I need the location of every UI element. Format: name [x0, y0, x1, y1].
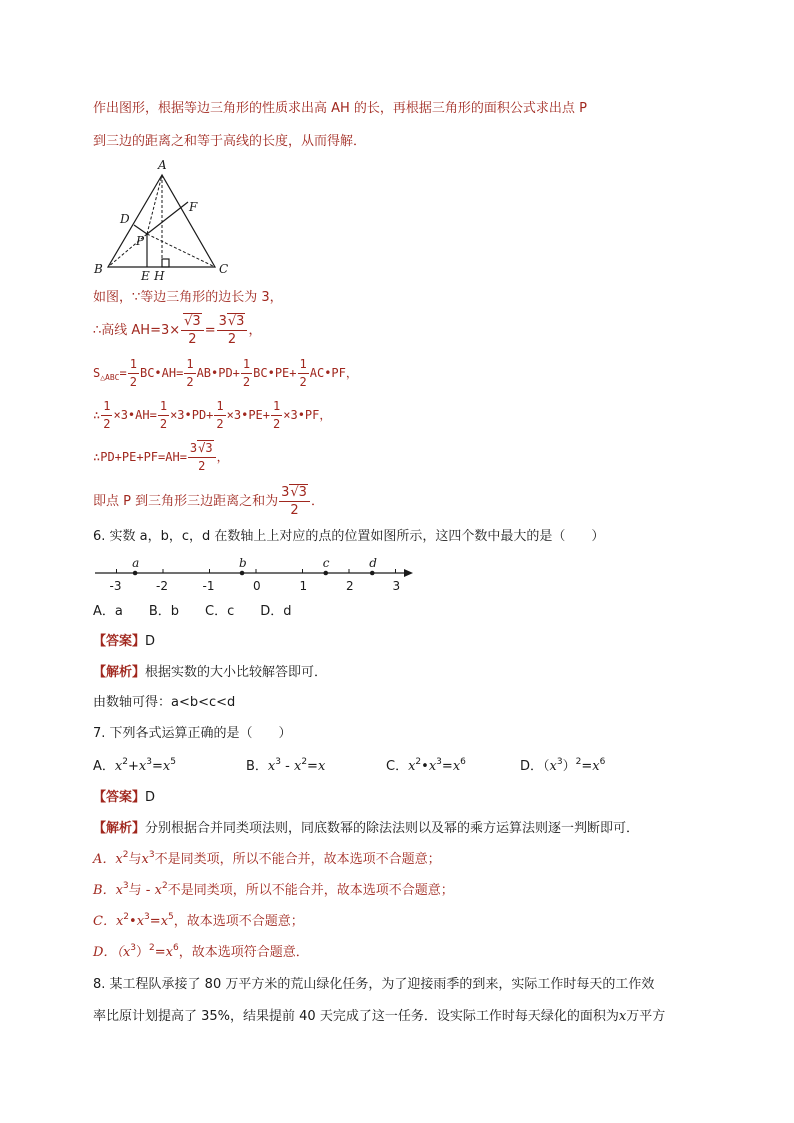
label-c: C [219, 262, 229, 276]
q7-stem: 7. 下列各式运算正确的是（ ） [93, 726, 292, 741]
tick-label-2: -1 [202, 579, 215, 593]
q7-option-c: C．$x^2•x^3=x^6$ [386, 757, 466, 774]
solution-times3-line: ∴ $\frac{1}{2}$ ×3•AH= $\frac{1}{2}$ ×3•PD+ $\frac{1}{2}$ ×3•PE+ $\frac{1}{2}$ ×3•PF， [93, 399, 332, 431]
label-d: D [120, 212, 130, 226]
solution-sum-line: ∴PD+PE+PF=AH= $\frac{3√3}{2}$ ， [93, 441, 229, 473]
point-label-b: b [239, 556, 247, 570]
q7-option-a: A．$x^2+x^3=x^5$ [93, 757, 176, 774]
label-b: B [94, 262, 103, 276]
q7-answer: 【答案】D [93, 790, 156, 805]
tick-label-4: 1 [299, 579, 308, 593]
q8-line-2: 率比原计划提高了 35%，结果提前 40 天完成了这一任务．设实际工作时每天绿化的面积为x万平方 [93, 1009, 666, 1024]
solution-area-line: $S_{\triangle ABC}=$ $\frac{1}{2}$ BC•AH= $\frac{1}{2}$ AB•PD+ $\frac{1}{2}$ BC•PE+ $\frac{1}{2}$ AC•PF， [93, 357, 358, 389]
fraction-sqrt3-over-2: $\frac{√3}{2}$ [181, 313, 204, 348]
tick-label-1: -2 [156, 579, 168, 593]
label-h: H [154, 269, 165, 283]
solution-line-1: 如图，∵等边三角形的边长为 3， [93, 290, 283, 305]
label-a: A [158, 158, 167, 172]
q6-answer: 【答案】D [93, 634, 156, 649]
q6-analysis: 【解析】根据实数的大小比较解答即可． [93, 665, 328, 680]
axis-arrow [404, 569, 413, 577]
q7-analysis-d: D．$(x^3)^2=x^6$，故本选项符合题意． [93, 943, 309, 960]
solution-final-line: 即点 P 到三角形三边距离之和为 $\frac{3√3}{2}$ ． [93, 485, 324, 518]
q6-options: A．a B．b C．c D．d [93, 604, 292, 619]
tick-label-0: -3 [109, 579, 122, 593]
q8-line-1: 8. 某工程队承接了 80 万平方米的荒山绿化任务，为了迎接雨季的到来，实际工作时每天的工作效 [93, 977, 655, 992]
ah-prefix: ∴高线 AH=3× [93, 323, 181, 338]
point-label-d: d [369, 556, 377, 570]
label-e: E [141, 269, 150, 283]
number-line [93, 551, 418, 593]
point-b [240, 571, 245, 576]
tick-label-5: 2 [346, 579, 354, 593]
segment-pa [147, 175, 162, 234]
q7-analysis-a: A．$x^2$与$x^3$不是同类项，所以不能合并，故本选项不合题意； [93, 850, 441, 867]
label-p: P [136, 234, 145, 248]
q7-analysis-b: B．$x^3$与 - $x^2$不是同类项，所以不能合并，故本选项不合题意； [93, 881, 454, 898]
point-a [133, 571, 138, 576]
intro-line-1: 作出图形，根据等边三角形的性质求出高 AH 的长，再根据三角形的面积公式求出点 P [93, 101, 587, 116]
q7-analysis: 【解析】分别根据合并同类项法则，同底数幂的除法法则以及幂的乘方运算法则逐一判断即可． [93, 821, 640, 836]
point-d [370, 571, 375, 576]
q6-detail: 由数轴可得：a<b<c<d [93, 695, 236, 710]
segment-pc [147, 234, 215, 267]
point-c [323, 571, 328, 576]
fraction-3sqrt3-over-2: $\frac{3√3}{2}$ [217, 313, 248, 348]
tick-label-6: 3 [392, 579, 401, 593]
q7-analysis-c: C．$x^2•x^3=x^5$，故本选项不合题意； [93, 912, 304, 929]
q7-option-d: D．$(x^3)^2=x^6$ [520, 757, 606, 774]
segment-pd [134, 225, 147, 234]
solution-ah-line: ∴高线 AH=3× $\frac{√3}{2}$ = $\frac{3√3}{2}$ ， [93, 314, 262, 347]
point-label-c: c [322, 556, 330, 570]
q6-stem: 6. 实数 a，b，c，d 在数轴上上对应的点的位置如图所示，这四个数中最大的是（ ） [93, 529, 605, 544]
triangle-figure [88, 155, 238, 283]
right-angle-mark [162, 259, 169, 267]
q7-option-b: B．$x^3 - x^2=x$ [246, 757, 326, 774]
segment-pf [147, 202, 188, 234]
point-label-a: a [132, 556, 140, 570]
label-f: F [189, 200, 198, 214]
tick-label-3: 0 [253, 579, 261, 593]
intro-line-2: 到三边的距离之和等于高线的长度，从而得解． [93, 134, 367, 149]
